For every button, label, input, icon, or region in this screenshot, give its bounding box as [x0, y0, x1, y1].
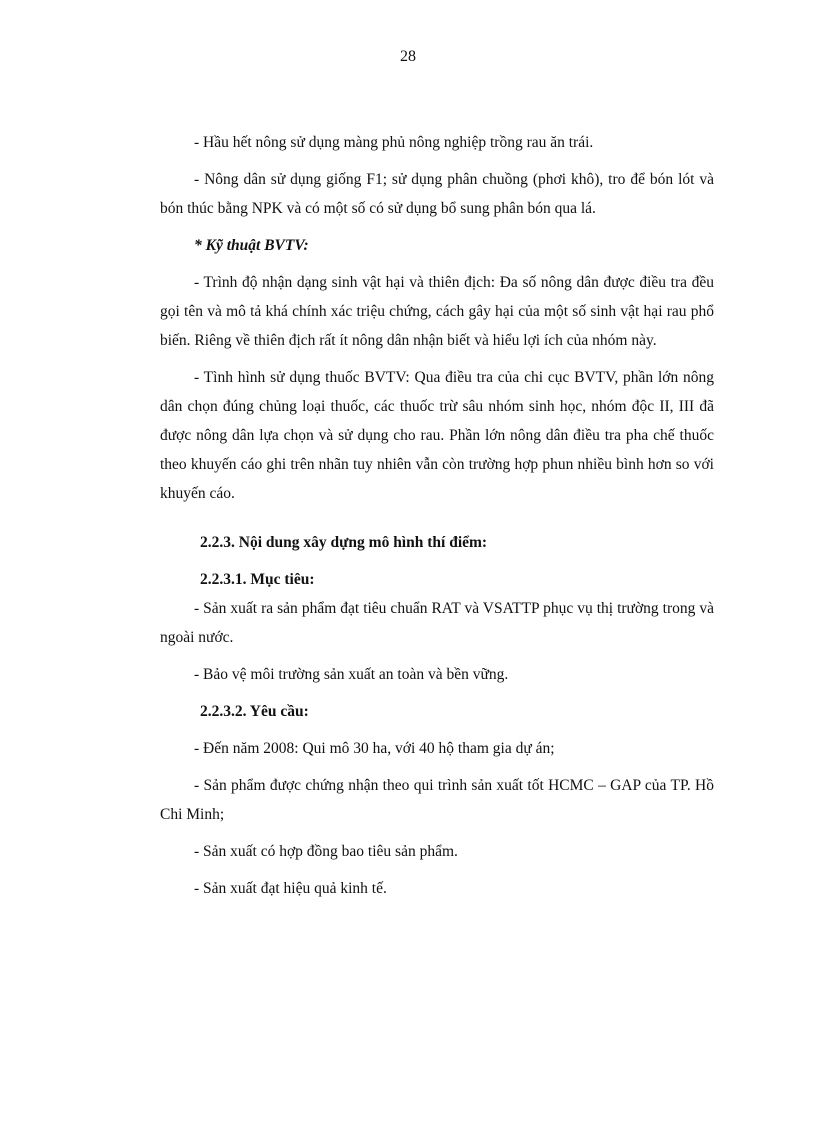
paragraph-requirement-certification: - Sản phẩm được chứng nhận theo qui trình sản xuất tốt HCMC – GAP của TP. Hồ Chi Minh;: [160, 777, 714, 823]
paragraph-requirement-contract: - Sản xuất có hợp đồng bao tiêu sản phẩm.: [194, 843, 458, 860]
heading-2-2-3-1: 2.2.3.1. Mục tiêu:: [200, 571, 315, 588]
paragraph-pest-identification: - Trình độ nhận dạng sinh vật hại và thiên địch: Đa số nông dân được điều tra đều gọi tên và mô tả khá chính xác triệu chứng, cách gây hại của một số sinh vật hại rau phổ biến. Riêng về thiên địch rất ít nông dân nhận biết và hiểu lợi ích của nhóm này.: [160, 274, 714, 349]
heading-bvtv: * Kỹ thuật BVTV:: [194, 237, 309, 254]
paragraph-objective-product: - Sản xuất ra sản phẩm đạt tiêu chuẩn RAT và VSATTP phục vụ thị trường trong và ngoài nước.: [160, 600, 714, 646]
paragraph-pesticide-usage: - Tình hình sử dụng thuốc BVTV: Qua điều tra của chi cục BVTV, phần lớn nông dân chọn đúng chủng loại thuốc, các thuốc trừ sâu nhóm sinh học, nhóm độc II, III đã được nông dân lựa chọn và sử dụng cho rau. Phần lớn nông dân điều tra pha chế thuốc theo khuyến cáo ghi trên nhãn tuy nhiên vẫn còn trường hợp phun nhiều bình hơn so với khuyến cáo.: [160, 369, 714, 502]
page-number: 28: [400, 48, 416, 65]
heading-2-2-3: 2.2.3. Nội dung xây dựng mô hình thí điểm:: [200, 534, 488, 551]
heading-2-2-3-2: 2.2.3.2. Yêu cầu:: [200, 703, 309, 720]
paragraph-requirement-scale: - Đến năm 2008: Qui mô 30 ha, với 40 hộ tham gia dự án;: [194, 740, 555, 757]
paragraph-fertilizer: - Nông dân sử dụng giống F1; sử dụng phân chuồng (phơi khô), tro để bón lót và bón thúc bằng NPK và có một số có sử dụng bổ sung phân bón qua lá.: [160, 171, 714, 217]
paragraph-requirement-efficiency: - Sản xuất đạt hiệu quả kinh tế.: [194, 880, 387, 897]
paragraph-mulching: - Hầu hết nông sử dụng màng phủ nông nghiệp trồng rau ăn trái.: [194, 134, 594, 151]
document-body: [160, 128, 714, 903]
paragraph-objective-environment: - Bảo vệ môi trường sản xuất an toàn và bền vững.: [194, 666, 509, 683]
